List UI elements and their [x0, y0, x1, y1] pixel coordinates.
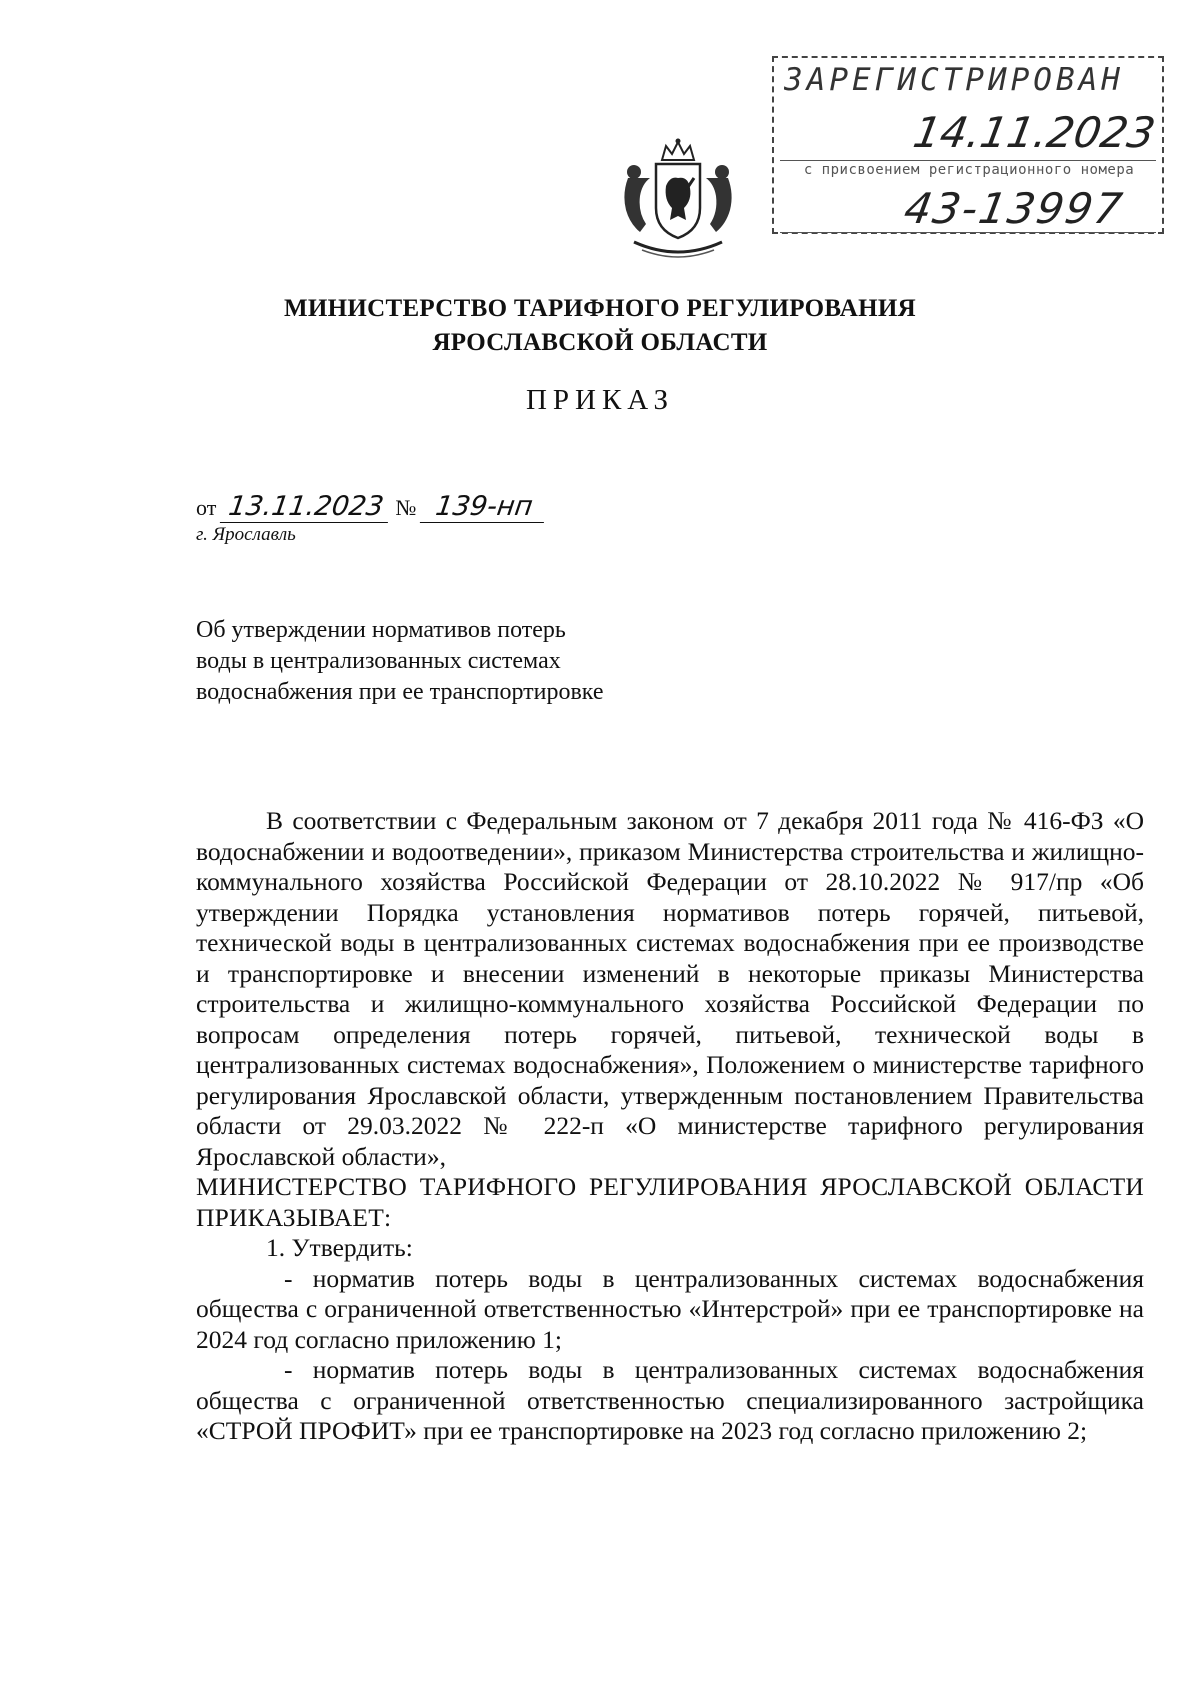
date-number-line — [196, 492, 546, 523]
stamp-note: с присвоением регистрационного номера — [803, 162, 1135, 178]
city: г. Ярославль — [196, 524, 296, 545]
coat-of-arms-icon — [612, 138, 744, 264]
registration-stamp — [772, 56, 1164, 234]
preamble-paragraph: В соответствии с Федеральным законом от 7 декабря 2011 года № 416-ФЗ «О водоснабжении и водоотведении», приказом Министерства строительства и жилищно-коммунального хозяйства Российской Федерации от 28.10.2022 № 917/пр «Об утверждении Порядка установления нормативов потерь горячей, питьевой, технической воды в централизованных системах водоснабжения при ее производстве и транспортировке и внесении изменений в некоторые приказы Министерства строительства и жилищно-коммунального хозяйства Российской Федерации по вопросам определения потерь горячей, питьевой, технической воды в централизованных системах водоснабжения», Положением о министерстве тарифного регулирования Ярославской области, утвержденным постановлением Правительства области от 29.03.2022 № 222-п «О министерстве тарифного регулирования Ярославской области», — [196, 806, 1144, 1171]
ministry-name-line: ЯРОСЛАВСКОЙ ОБЛАСТИ — [432, 329, 768, 356]
item-1-b: - норматив потерь воды в централизованных системах водоснабжения общества с ограниченной ответственностью специализированного застройщика «СТРОЙ ПРОФИТ» при ее транспортировке на 2023 год согласно приложению 2; — [196, 1355, 1144, 1445]
document-type: ПРИКАЗ — [525, 384, 675, 416]
order-body — [196, 806, 1144, 1447]
ministry-name-line: МИНИСТЕРСТВО ТАРИФНОГО РЕГУЛИРОВАНИЯ — [283, 295, 916, 322]
order-subject: Об утверждении нормативов потерь воды в централизованных системах водоснабжения при ее транспортировке — [196, 617, 604, 705]
decree-line: МИНИСТЕРСТВО ТАРИФНОГО РЕГУЛИРОВАНИЯ ЯРОСЛАВСКОЙ ОБЛАСТИ ПРИКАЗЫВАЕТ: — [196, 1172, 1144, 1232]
order-number: 139-нп — [420, 492, 548, 523]
stamp-date: 14.11.2023 — [909, 108, 1159, 157]
stamp-divider — [780, 160, 1156, 161]
item-1: 1. Утвердить: — [266, 1233, 413, 1262]
stamp-number: 43-13997 — [900, 184, 1128, 233]
from-label: от — [196, 495, 217, 520]
stamp-divider — [780, 232, 1156, 233]
item-1-a: - норматив потерь воды в централизованных системах водоснабжения общества с ограниченной ответственностью «Интерстрой» при ее транспортировке на 2024 год согласно приложению 1; — [196, 1263, 1144, 1354]
stamp-title: ЗАРЕГИСТРИРОВАН — [784, 62, 1124, 98]
number-label: № — [395, 495, 417, 520]
ministry-name — [0, 292, 1200, 360]
order-date: 13.11.2023 — [220, 492, 392, 523]
